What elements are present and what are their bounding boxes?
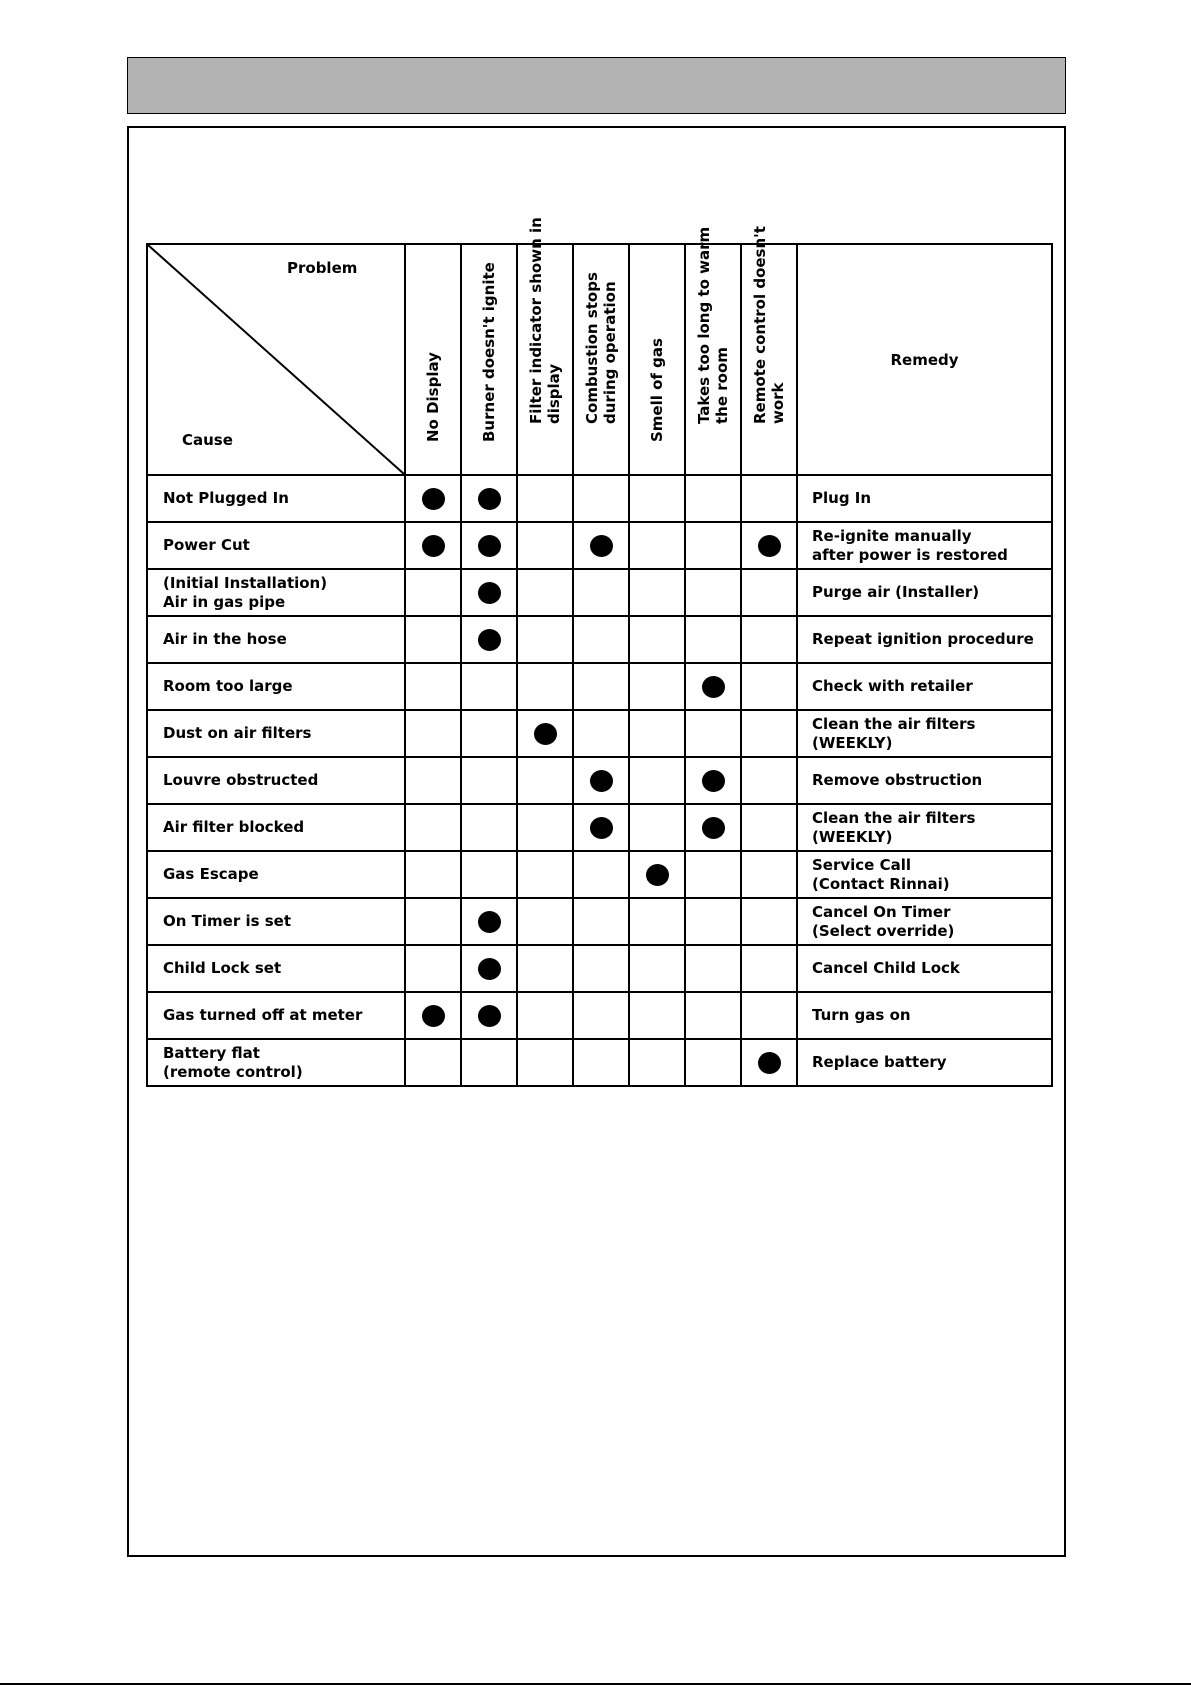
mark-cell — [741, 710, 797, 757]
mark-cell — [629, 710, 685, 757]
mark-cell — [517, 663, 573, 710]
mark-cell — [741, 522, 797, 569]
mark-cell — [517, 945, 573, 992]
filled-dot-icon — [478, 1005, 501, 1027]
mark-cell — [573, 522, 629, 569]
mark-cell — [741, 663, 797, 710]
remedy-cell — [797, 898, 1052, 945]
cause-text: Dust on air filters — [163, 724, 312, 742]
remedy-text: Clean the air filters — [812, 714, 976, 733]
problem-header-filter-indicator: Filter indicator shown in display — [517, 244, 573, 475]
mark-cell — [741, 475, 797, 522]
remedy-cell — [797, 945, 1052, 992]
mark-cell — [405, 945, 461, 992]
remedy-text: Replace battery — [812, 1053, 947, 1071]
remedy-cell — [797, 757, 1052, 804]
mark-cell — [461, 522, 517, 569]
cause-cell — [147, 522, 405, 569]
cause-text: Battery flat — [163, 1043, 260, 1062]
table-row — [147, 898, 1052, 945]
mark-cell — [405, 1039, 461, 1086]
mark-cell — [629, 663, 685, 710]
table-row — [147, 569, 1052, 616]
problem-header-remote: Remote control doesn't work — [741, 244, 797, 475]
problem-axis-label: Problem — [287, 259, 358, 277]
cause-text: Gas turned off at meter — [163, 1006, 363, 1024]
filled-dot-icon — [478, 629, 501, 651]
mark-cell — [461, 663, 517, 710]
remedy-text: (WEEKLY) — [812, 733, 893, 752]
mark-cell — [573, 898, 629, 945]
table-row — [147, 992, 1052, 1039]
mark-cell — [461, 569, 517, 616]
mark-cell — [517, 569, 573, 616]
cause-text: Power Cut — [163, 536, 250, 554]
mark-cell — [629, 569, 685, 616]
cause-cell — [147, 898, 405, 945]
filled-dot-icon — [758, 1052, 781, 1074]
mark-cell — [685, 522, 741, 569]
mark-cell — [405, 522, 461, 569]
mark-cell — [629, 851, 685, 898]
cause-text: Gas Escape — [163, 865, 259, 883]
remedy-text: after power is restored — [812, 545, 1008, 564]
mark-cell — [405, 757, 461, 804]
table-row — [147, 475, 1052, 522]
remedy-text: Re-ignite manually — [812, 526, 972, 545]
cause-text: Air filter blocked — [163, 818, 305, 836]
mark-cell — [461, 945, 517, 992]
mark-cell — [461, 851, 517, 898]
mark-cell — [405, 851, 461, 898]
cause-cell — [147, 616, 405, 663]
mark-cell — [685, 992, 741, 1039]
mark-cell — [741, 757, 797, 804]
mark-cell — [573, 851, 629, 898]
cause-text: Not Plugged In — [163, 489, 289, 507]
mark-cell — [517, 898, 573, 945]
remedy-text: Purge air (Installer) — [812, 583, 980, 601]
mark-cell — [517, 522, 573, 569]
cause-text: Child Lock set — [163, 959, 282, 977]
filled-dot-icon — [478, 488, 501, 510]
mark-cell — [685, 757, 741, 804]
filled-dot-icon — [702, 676, 725, 698]
remedy-text: Repeat ignition procedure — [812, 630, 1034, 648]
filled-dot-icon — [422, 488, 445, 510]
mark-cell — [685, 1039, 741, 1086]
mark-cell — [685, 804, 741, 851]
filled-dot-icon — [702, 817, 725, 839]
cause-cell — [147, 475, 405, 522]
mark-cell — [741, 569, 797, 616]
remedy-text: Plug In — [812, 489, 872, 507]
problem-cause-corner — [147, 244, 405, 475]
problem-header-slow-warm: Takes too long to warm the room — [685, 244, 741, 475]
mark-cell — [461, 616, 517, 663]
filled-dot-icon — [478, 958, 501, 980]
mark-cell — [405, 569, 461, 616]
mark-cell — [685, 663, 741, 710]
remedy-cell — [797, 992, 1052, 1039]
mark-cell — [517, 851, 573, 898]
mark-cell — [405, 992, 461, 1039]
remedy-cell — [797, 569, 1052, 616]
cause-cell — [147, 757, 405, 804]
remedy-text: Turn gas on — [812, 1006, 911, 1024]
mark-cell — [573, 992, 629, 1039]
mark-cell — [629, 992, 685, 1039]
cause-cell — [147, 851, 405, 898]
filled-dot-icon — [590, 535, 613, 557]
remedy-text: Service Call — [812, 855, 911, 874]
filled-dot-icon — [590, 770, 613, 792]
mark-cell — [629, 1039, 685, 1086]
filled-dot-icon — [590, 817, 613, 839]
mark-cell — [517, 992, 573, 1039]
problem-header-burner: Burner doesn't ignite — [461, 244, 517, 475]
mark-cell — [461, 710, 517, 757]
mark-cell — [629, 616, 685, 663]
filled-dot-icon — [478, 582, 501, 604]
mark-cell — [461, 475, 517, 522]
cause-cell — [147, 804, 405, 851]
cause-text: (remote control) — [163, 1062, 303, 1081]
mark-cell — [629, 898, 685, 945]
mark-cell — [405, 616, 461, 663]
mark-cell — [629, 945, 685, 992]
mark-cell — [405, 475, 461, 522]
mark-cell — [741, 851, 797, 898]
remedy-cell — [797, 522, 1052, 569]
problem-header-combustion-stops: Combustion stops during operation — [573, 244, 629, 475]
mark-cell — [461, 804, 517, 851]
mark-cell — [685, 851, 741, 898]
remedy-text: Remove obstruction — [812, 771, 983, 789]
mark-cell — [461, 898, 517, 945]
mark-cell — [573, 757, 629, 804]
mark-cell — [405, 663, 461, 710]
remedy-text: (Contact Rinnai) — [812, 874, 950, 893]
mark-cell — [629, 475, 685, 522]
mark-cell — [685, 710, 741, 757]
mark-cell — [405, 898, 461, 945]
mark-cell — [517, 757, 573, 804]
mark-cell — [741, 945, 797, 992]
mark-cell — [517, 616, 573, 663]
mark-cell — [461, 1039, 517, 1086]
mark-cell — [629, 757, 685, 804]
cause-cell — [147, 663, 405, 710]
mark-cell — [573, 804, 629, 851]
mark-cell — [517, 804, 573, 851]
filled-dot-icon — [478, 911, 501, 933]
problem-header-smell-of-gas: Smell of gas — [629, 244, 685, 475]
mark-cell — [741, 616, 797, 663]
mark-cell — [461, 757, 517, 804]
table-header-row — [147, 244, 1052, 475]
remedy-text: (WEEKLY) — [812, 827, 893, 846]
cause-text: On Timer is set — [163, 912, 292, 930]
remedy-cell — [797, 804, 1052, 851]
cause-cell — [147, 569, 405, 616]
cause-text: (Initial Installation) — [163, 573, 328, 592]
remedy-cell — [797, 616, 1052, 663]
table-row — [147, 757, 1052, 804]
header-band — [127, 57, 1066, 114]
mark-cell — [741, 992, 797, 1039]
table-row — [147, 851, 1052, 898]
remedy-cell — [797, 851, 1052, 898]
mark-cell — [685, 616, 741, 663]
mark-cell — [573, 663, 629, 710]
mark-cell — [573, 945, 629, 992]
filled-dot-icon — [422, 535, 445, 557]
mark-cell — [517, 710, 573, 757]
mark-cell — [629, 804, 685, 851]
mark-cell — [517, 475, 573, 522]
remedy-cell — [797, 1039, 1052, 1086]
table-row — [147, 1039, 1052, 1086]
mark-cell — [685, 898, 741, 945]
problem-header-no-display: No Display — [405, 244, 461, 475]
mark-cell — [573, 710, 629, 757]
mark-cell — [573, 475, 629, 522]
table-row — [147, 710, 1052, 757]
cause-text: Room too large — [163, 677, 293, 695]
table-row — [147, 522, 1052, 569]
mark-cell — [573, 569, 629, 616]
cause-text: Air in the hose — [163, 630, 287, 648]
remedy-cell — [797, 710, 1052, 757]
mark-cell — [405, 710, 461, 757]
filled-dot-icon — [422, 1005, 445, 1027]
table-row — [147, 945, 1052, 992]
filled-dot-icon — [758, 535, 781, 557]
mark-cell — [685, 475, 741, 522]
remedy-text: (Select override) — [812, 921, 955, 940]
remedy-text: Check with retailer — [812, 677, 973, 695]
mark-cell — [573, 616, 629, 663]
troubleshooting-table — [146, 217, 1053, 1087]
filled-dot-icon — [534, 723, 557, 745]
table-row — [147, 804, 1052, 851]
mark-cell — [405, 804, 461, 851]
remedy-cell — [797, 663, 1052, 710]
mark-cell — [741, 898, 797, 945]
cause-axis-label: Cause — [182, 431, 233, 449]
table-row — [147, 616, 1052, 663]
mark-cell — [741, 1039, 797, 1086]
cause-cell — [147, 710, 405, 757]
mark-cell — [741, 804, 797, 851]
mark-cell — [685, 569, 741, 616]
cause-text: Air in gas pipe — [163, 592, 286, 611]
table-row — [147, 663, 1052, 710]
remedy-header: Remedy — [797, 244, 1052, 475]
cause-cell — [147, 945, 405, 992]
remedy-text: Cancel Child Lock — [812, 959, 960, 977]
remedy-cell — [797, 475, 1052, 522]
cause-cell — [147, 992, 405, 1039]
filled-dot-icon — [702, 770, 725, 792]
filled-dot-icon — [478, 535, 501, 557]
filled-dot-icon — [646, 864, 669, 886]
cause-text: Louvre obstructed — [163, 771, 319, 789]
remedy-text: Cancel On Timer — [812, 902, 951, 921]
mark-cell — [461, 992, 517, 1039]
mark-cell — [629, 522, 685, 569]
cause-cell — [147, 1039, 405, 1086]
mark-cell — [517, 1039, 573, 1086]
mark-cell — [685, 945, 741, 992]
mark-cell — [573, 1039, 629, 1086]
remedy-text: Clean the air filters — [812, 808, 976, 827]
